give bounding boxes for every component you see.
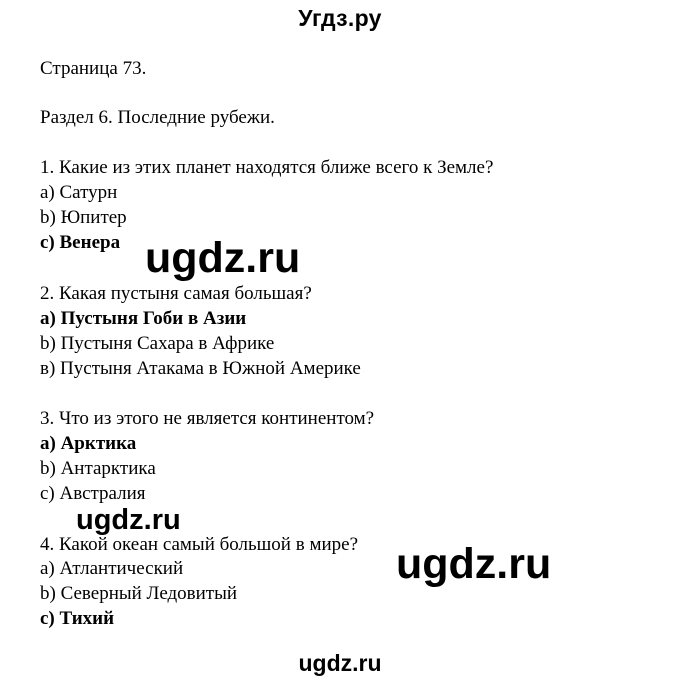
question-4-option-b: b) Северный Ледовитый xyxy=(40,583,238,604)
question-1: 1. Какие из этих планет находятся ближе всего к Земле? xyxy=(40,157,494,178)
question-2-option-c: в) Пустыня Атакама в Южной Америке xyxy=(40,358,361,379)
question-4: 4. Какой океан самый большой в мире? xyxy=(40,534,359,555)
section-title: Раздел 6. Последние рубежи. xyxy=(40,107,275,128)
question-2: 2. Какая пустыня самая большая? xyxy=(40,283,312,304)
question-4-answer: c) Тихий xyxy=(40,608,115,629)
question-1-answer: c) Венера xyxy=(40,232,121,253)
watermark: ugdz.ru xyxy=(76,504,181,536)
watermark: ugdz.ru xyxy=(145,234,301,282)
watermark: ugdz.ru xyxy=(396,540,552,588)
question-3: 3. Что из этого не является континентом? xyxy=(40,408,375,429)
question-2-answer: a) Пустыня Гоби в Азии xyxy=(40,308,247,329)
site-footer: ugdz.ru xyxy=(298,650,382,676)
question-3-option-c: c) Австралия xyxy=(40,483,146,504)
question-1-option-a: a) Сатурн xyxy=(40,182,118,203)
question-3-option-b: b) Антарктика xyxy=(40,458,156,479)
page-number: Страница 73. xyxy=(40,58,147,79)
question-4-option-a: a) Атлантический xyxy=(40,558,184,579)
question-1-option-b: b) Юпитер xyxy=(40,207,127,228)
question-2-option-b: b) Пустыня Сахара в Африке xyxy=(40,333,275,354)
site-header-title: Угдз.ру xyxy=(298,5,382,31)
question-3-answer: a) Арктика xyxy=(40,433,137,454)
